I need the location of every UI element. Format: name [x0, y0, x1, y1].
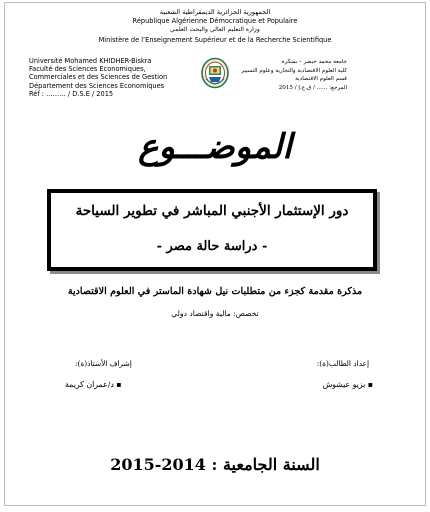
document-page — [4, 2, 426, 506]
specialty-line: تخصص: مالية واقتصاد دولي — [171, 309, 259, 318]
academic-year: السنة الجامعية : 2014-2015 — [110, 455, 320, 474]
department-name-ar: قسم العلوم الاقتصادية — [295, 76, 347, 83]
prepared-by-label: إعداد الطالب(ة): — [316, 359, 369, 368]
institution-block-french — [29, 57, 199, 98]
ministry-arabic: وزارة التعليم العالي والبحث العلمي — [170, 26, 260, 33]
thesis-subtitle: - دراسة حالة مصر - — [156, 239, 268, 254]
reference-ar: المرجع: ...... / ق.ع.إ / 2015 — [278, 84, 347, 91]
faculty-name-ar: كلية العلوم الاقتصادية والتجارية وعلوم التسيير — [241, 67, 347, 74]
department-name-fr-2: Réf : ……… / D.S.E / 2015 — [29, 89, 114, 98]
institution-block-arabic — [217, 58, 347, 92]
thesis-title: دور الإستثمار الأجنبي المباشر في تطوير السياحة — [75, 203, 349, 219]
subject-heading: الموضـــوع — [138, 127, 292, 167]
supervisor-label: إشراف الأستاذ(ة): — [75, 359, 132, 368]
university-name-ar: جامعة محمد خيضر – بسكرة — [281, 59, 347, 65]
republic-arabic: الجمهورية الجزائرية الديمقراطية الشعبية — [159, 8, 271, 16]
ministry-french: Ministère de l’Enseignement Supérieur et de la Recherche Scientifique — [98, 36, 332, 44]
republic-french: République Algérienne Démocratique et Populaire — [132, 17, 298, 25]
faculty-name-fr-2: Commerciales et des Sciences de Gestion — [29, 73, 168, 82]
faculty-name-fr-1: Faculté des Sciences Economiques, — [29, 65, 146, 74]
university-name-fr: Université Mohamed KHIDHER-Biskra — [29, 57, 152, 65]
department-name-fr-1: Département des Sciences Economiques — [29, 81, 165, 90]
thesis-title-box — [47, 189, 377, 271]
memoire-statement: مذكرة مقدمة كجزء من متطلبات نيل شهادة الماستر في العلوم الاقتصادية — [67, 286, 363, 297]
supervisor-name: ▪ د/عمران كريمة — [65, 380, 122, 389]
student-name: ▪ بزيو عيشوش — [322, 380, 373, 389]
